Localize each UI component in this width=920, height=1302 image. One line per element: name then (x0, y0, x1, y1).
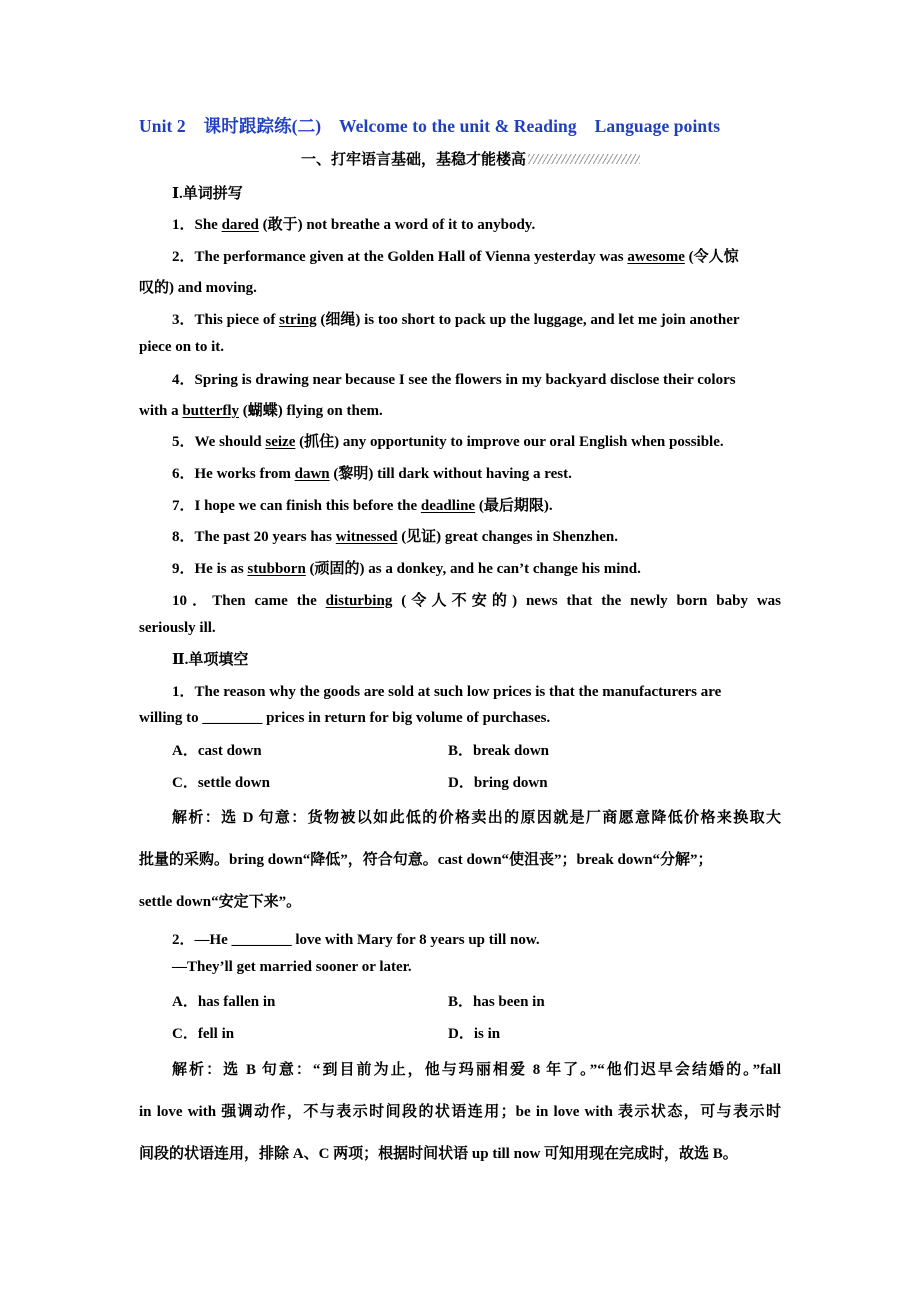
answer: dawn (294, 466, 330, 482)
answer: dared (221, 217, 259, 233)
answer: awesome (627, 249, 685, 265)
answer: stubborn (247, 561, 306, 577)
question-1-option-b: B．break down (448, 743, 550, 759)
answer: butterfly (182, 403, 239, 419)
question-1-stem: 1．The reason why the goods are sold at such low prices is that the manufacturers are (172, 684, 722, 700)
spelling-item-6: 6．He works from dawn (黎明) till dark without having a rest. (172, 466, 572, 482)
question-1-analysis-1: 解析：选 D 句意：货物被以如此低的价格卖出的原因就是厂商愿意降低价格来换取大 (172, 810, 781, 826)
question-2-stem-cont: —They’ll get married sooner or later. (172, 959, 412, 975)
spelling-item-5: 5．We should seize (抓住) any opportunity to improve our oral English when possible. (172, 434, 724, 450)
question-1-option-d: D．bring down (448, 775, 548, 791)
question-1-option-c: C．settle down (172, 775, 270, 791)
question-1-analysis-3: settle down“安定下来”。 (139, 894, 302, 910)
spelling-item-2-cont: 叹的) and moving. (139, 280, 257, 296)
part1-heading: Ⅰ.单词拼写 (172, 186, 243, 202)
question-1-stem-cont: willing to ________ prices in return for big volume of purchases. (139, 710, 551, 726)
question-2-option-a: A．has fallen in (172, 994, 276, 1010)
answer: witnessed (335, 529, 398, 545)
spelling-item-4: 4．Spring is drawing near because I see the flowers in my backyard disclose their colors (172, 372, 736, 388)
question-1-option-a: A．cast down (172, 743, 262, 759)
question-2-option-b: B．has been in (448, 994, 545, 1010)
spelling-item-9: 9．He is as stubborn (顽固的) as a donkey, and he can’t change his mind. (172, 561, 641, 577)
spelling-item-8: 8．The past 20 years has witnessed (见证) great changes in Shenzhen. (172, 529, 618, 545)
spelling-item-10: 10．Then came the disturbing (令人不安的) news that the newly born baby was (172, 593, 782, 609)
spelling-item-3-cont: piece on to it. (139, 339, 224, 355)
answer: deadline (420, 498, 476, 514)
question-2-analysis-2: in love with 强调动作，不与表示时间段的状语连用；be in love with 表示状态，可与表示时 (139, 1104, 781, 1120)
spelling-item-4-cont: with a butterfly (蝴蝶) flying on them. (139, 403, 383, 419)
answer: seize (265, 434, 296, 450)
spelling-item-2: 2．The performance given at the Golden Hall of Vienna yesterday was awesome (令人惊 (172, 249, 739, 265)
spelling-item-3: 3．This piece of string (细绳) is too short to pack up the luggage, and let me join another (172, 312, 740, 328)
spelling-item-1: 1．She dared (敢于) not breathe a word of it to anybody. (172, 217, 536, 233)
question-2-stem: 2．—He ________ love with Mary for 8 years up till now. (172, 932, 540, 948)
page-title: Unit 2 课时跟踪练(二) Welcome to the unit & Reading Language points (139, 116, 721, 136)
section-heading (301, 148, 640, 169)
spelling-item-7: 7．I hope we can finish this before the deadline (最后期限). (172, 498, 553, 514)
hatch-decoration (528, 154, 640, 164)
question-2-analysis-3: 间段的状语连用，排除 A、C 两项；根据时间状语 up till now 可知用现在完成时，故选 B。 (139, 1146, 738, 1162)
section-heading-text: 一、打牢语言基础，基稳才能楼高 (301, 152, 527, 168)
question-2-option-d: D．is in (448, 1026, 501, 1042)
question-2-option-c: C．fell in (172, 1026, 235, 1042)
spelling-item-10-cont: seriously ill. (139, 620, 216, 636)
question-2-analysis-1: 解析：选 B 句意：“到目前为止，他与玛丽相爱 8 年了。”“他们迟早会结婚的。”fall (172, 1062, 781, 1078)
answer: string (279, 312, 317, 328)
question-1-analysis-2: 批量的采购。bring down“降低”，符合句意。cast down“使沮丧”；break down“分解”； (139, 852, 713, 868)
answer: disturbing (325, 593, 393, 609)
part2-heading: Ⅱ.单项填空 (172, 652, 249, 668)
